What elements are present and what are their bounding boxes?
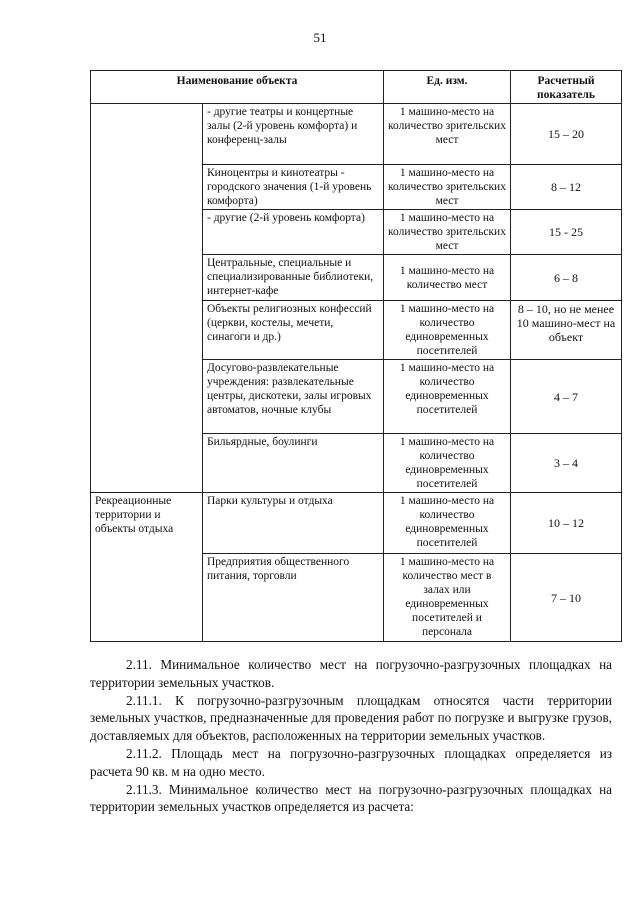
header-value: Расчетный показатель bbox=[511, 71, 622, 104]
category-cell: Рекреационные территории и объекты отдыха bbox=[91, 493, 203, 642]
object-name-cell: Досугово-развлекательные учреждения: развлекательные центры, дискотеки, залы игровых автоматов, ночные клубы bbox=[203, 360, 384, 434]
header-unit: Ед. изм. bbox=[384, 71, 511, 104]
value-cell: 3 – 4 bbox=[511, 434, 622, 493]
table-header-row bbox=[91, 71, 622, 104]
paragraph: 2.11.3. Минимальное количество мест на погрузочно-разгрузочных площадках на территории земельных участков определяется из расчета: bbox=[90, 781, 612, 815]
header-object-name: Наименование объекта bbox=[91, 71, 384, 104]
unit-cell: 1 машино-место на количество единовременных посетителей bbox=[384, 434, 511, 493]
unit-cell: 1 машино-место на количество мест bbox=[384, 255, 511, 301]
unit-cell: 1 машино-место на количество единовременных посетителей bbox=[384, 301, 511, 360]
object-name-cell: - другие (2-й уровень комфорта) bbox=[203, 210, 384, 255]
value-cell: 10 – 12 bbox=[511, 493, 622, 554]
unit-cell: 1 машино-место на количество зрительских мест bbox=[384, 104, 511, 165]
paragraph: 2.11.1. К погрузочно-разгрузочным площадкам относятся части территории земельных участков, предназначенные для проведения работ по погрузке и выгрузке грузов, доставляемых для объектов, расположенных на территории земельных участков. bbox=[90, 692, 612, 744]
table-row bbox=[91, 493, 622, 554]
value-cell: 8 – 10, но не менее 10 машино-мест на объект bbox=[511, 301, 622, 360]
object-name-cell: Центральные, специальные и специализированные библиотеки, интернет-кафе bbox=[203, 255, 384, 301]
object-name-cell: Объекты религиозных конфессий (церкви, костелы, мечети, синагоги и др.) bbox=[203, 301, 384, 360]
object-name-cell: - другие театры и концертные залы (2-й уровень комфорта) и конференц-залы bbox=[203, 104, 384, 165]
value-cell: 7 – 10 bbox=[511, 554, 622, 642]
category-cell bbox=[91, 104, 203, 493]
value-cell: 4 – 7 bbox=[511, 360, 622, 434]
paragraph: 2.11. Минимальное количество мест на погрузочно-разгрузочных площадках на территории земельных участков. bbox=[90, 657, 612, 690]
object-name-cell: Парки культуры и отдыха bbox=[203, 493, 384, 554]
unit-cell: 1 машино-место на количество зрительских мест bbox=[384, 165, 511, 210]
page-number: 51 bbox=[313, 30, 327, 45]
unit-cell: 1 машино-место на количество мест в залах или единовременных посетителей и персонала bbox=[384, 554, 511, 642]
parking-norms-table bbox=[90, 70, 622, 642]
object-name-cell: Предприятия общественного питания, торговли bbox=[203, 554, 384, 642]
paragraph: 2.11.2. Площадь мест на погрузочно-разгрузочных площадках определяется из расчета 90 кв. м на одно место. bbox=[90, 745, 612, 779]
object-name-cell: Бильярдные, боулинги bbox=[203, 434, 384, 493]
value-cell: 8 – 12 bbox=[511, 165, 622, 210]
unit-cell: 1 машино-место на количество единовременных посетителей bbox=[384, 360, 511, 434]
value-cell: 6 – 8 bbox=[511, 255, 622, 301]
unit-cell: 1 машино-место на количество зрительских мест bbox=[384, 210, 511, 255]
value-cell: 15 - 25 bbox=[511, 210, 622, 255]
object-name-cell: Киноцентры и кинотеатры - городского значения (1-й уровень комфорта) bbox=[203, 165, 384, 210]
unit-cell: 1 машино-место на количество единовременных посетителей bbox=[384, 493, 511, 554]
value-cell: 15 – 20 bbox=[511, 104, 622, 165]
body-text bbox=[90, 656, 612, 816]
table-row bbox=[91, 104, 622, 165]
